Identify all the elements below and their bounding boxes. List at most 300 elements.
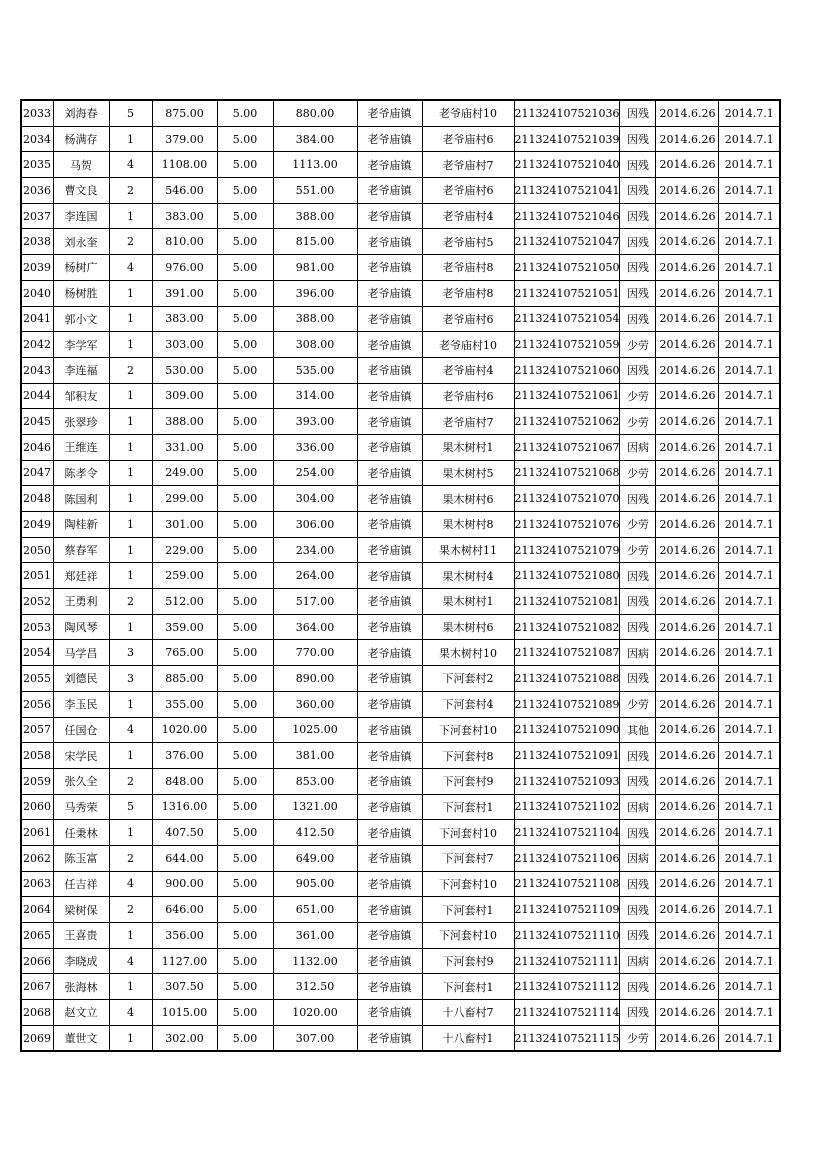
household-size-cell: 1 — [109, 563, 152, 589]
table-row — [21, 486, 780, 512]
village-cell: 下河套村10 — [422, 820, 514, 846]
reason-cell: 少劳 — [620, 691, 656, 717]
start-date-cell: 2014.7.1 — [719, 948, 780, 974]
village-cell: 下河套村10 — [422, 923, 514, 949]
id-number-cell: 211324107521090 — [514, 717, 620, 743]
household-size-cell: 1 — [109, 1025, 152, 1051]
town-cell: 老爷庙镇 — [357, 691, 422, 717]
household-size-cell: 1 — [109, 434, 152, 460]
approval-date-cell: 2014.6.26 — [656, 486, 719, 512]
start-date-cell: 2014.7.1 — [719, 332, 780, 358]
id-number-cell: 211324107521108 — [514, 871, 620, 897]
village-cell: 果木树村6 — [422, 486, 514, 512]
approval-date-cell: 2014.6.26 — [656, 100, 719, 126]
total-amount-cell: 651.00 — [273, 897, 357, 923]
table-row — [21, 974, 780, 1000]
increase-amount-cell: 5.00 — [217, 126, 273, 152]
village-cell: 老爷庙村6 — [422, 383, 514, 409]
name-cell: 张久全 — [53, 768, 109, 794]
approval-date-cell: 2014.6.26 — [656, 357, 719, 383]
base-amount-cell: 407.50 — [152, 820, 217, 846]
table-row — [21, 178, 780, 204]
reason-cell: 少劳 — [620, 332, 656, 358]
base-amount-cell: 383.00 — [152, 306, 217, 332]
row-number-cell: 2063 — [21, 871, 53, 897]
town-cell: 老爷庙镇 — [357, 640, 422, 666]
increase-amount-cell: 5.00 — [217, 897, 273, 923]
village-cell: 下河套村1 — [422, 897, 514, 923]
increase-amount-cell: 5.00 — [217, 691, 273, 717]
town-cell: 老爷庙镇 — [357, 589, 422, 615]
village-cell: 下河套村8 — [422, 743, 514, 769]
id-number-cell: 211324107521051 — [514, 280, 620, 306]
increase-amount-cell: 5.00 — [217, 512, 273, 538]
table-row — [21, 126, 780, 152]
row-number-cell: 2043 — [21, 357, 53, 383]
total-amount-cell: 306.00 — [273, 512, 357, 538]
id-number-cell: 211324107521067 — [514, 434, 620, 460]
approval-date-cell: 2014.6.26 — [656, 640, 719, 666]
start-date-cell: 2014.7.1 — [719, 203, 780, 229]
start-date-cell: 2014.7.1 — [719, 126, 780, 152]
name-cell: 刘海春 — [53, 100, 109, 126]
reason-cell: 因残 — [620, 614, 656, 640]
start-date-cell: 2014.7.1 — [719, 614, 780, 640]
household-size-cell: 4 — [109, 1000, 152, 1026]
approval-date-cell: 2014.6.26 — [656, 306, 719, 332]
start-date-cell: 2014.7.1 — [719, 845, 780, 871]
village-cell: 下河套村9 — [422, 948, 514, 974]
household-size-cell: 1 — [109, 512, 152, 538]
village-cell: 下河套村1 — [422, 974, 514, 1000]
town-cell: 老爷庙镇 — [357, 1000, 422, 1026]
village-cell: 果木树村8 — [422, 512, 514, 538]
row-number-cell: 2041 — [21, 306, 53, 332]
village-cell: 下河套村10 — [422, 717, 514, 743]
table-row — [21, 1025, 780, 1051]
approval-date-cell: 2014.6.26 — [656, 203, 719, 229]
reason-cell: 因病 — [620, 794, 656, 820]
total-amount-cell: 396.00 — [273, 280, 357, 306]
increase-amount-cell: 5.00 — [217, 100, 273, 126]
household-size-cell: 3 — [109, 666, 152, 692]
increase-amount-cell: 5.00 — [217, 871, 273, 897]
reason-cell: 因残 — [620, 974, 656, 1000]
town-cell: 老爷庙镇 — [357, 820, 422, 846]
id-number-cell: 211324107521068 — [514, 460, 620, 486]
table-row — [21, 203, 780, 229]
approval-date-cell: 2014.6.26 — [656, 691, 719, 717]
start-date-cell: 2014.7.1 — [719, 229, 780, 255]
increase-amount-cell: 5.00 — [217, 152, 273, 178]
row-number-cell: 2033 — [21, 100, 53, 126]
table-row — [21, 743, 780, 769]
increase-amount-cell: 5.00 — [217, 743, 273, 769]
approval-date-cell: 2014.6.26 — [656, 820, 719, 846]
row-number-cell: 2068 — [21, 1000, 53, 1026]
household-size-cell: 4 — [109, 152, 152, 178]
household-size-cell: 2 — [109, 845, 152, 871]
approval-date-cell: 2014.6.26 — [656, 255, 719, 281]
start-date-cell: 2014.7.1 — [719, 666, 780, 692]
reason-cell: 因残 — [620, 666, 656, 692]
row-number-cell: 2058 — [21, 743, 53, 769]
increase-amount-cell: 5.00 — [217, 460, 273, 486]
table-row — [21, 229, 780, 255]
start-date-cell: 2014.7.1 — [719, 100, 780, 126]
town-cell: 老爷庙镇 — [357, 614, 422, 640]
row-number-cell: 2035 — [21, 152, 53, 178]
row-number-cell: 2065 — [21, 923, 53, 949]
row-number-cell: 2050 — [21, 537, 53, 563]
base-amount-cell: 1015.00 — [152, 1000, 217, 1026]
base-amount-cell: 379.00 — [152, 126, 217, 152]
village-cell: 老爷庙村6 — [422, 306, 514, 332]
base-amount-cell: 644.00 — [152, 845, 217, 871]
village-cell: 老爷庙村6 — [422, 178, 514, 204]
household-size-cell: 4 — [109, 255, 152, 281]
total-amount-cell: 336.00 — [273, 434, 357, 460]
table-row — [21, 794, 780, 820]
increase-amount-cell: 5.00 — [217, 974, 273, 1000]
village-cell: 下河套村2 — [422, 666, 514, 692]
household-size-cell: 2 — [109, 589, 152, 615]
reason-cell: 因病 — [620, 640, 656, 666]
id-number-cell: 211324107521040 — [514, 152, 620, 178]
total-amount-cell: 551.00 — [273, 178, 357, 204]
base-amount-cell: 355.00 — [152, 691, 217, 717]
approval-date-cell: 2014.6.26 — [656, 126, 719, 152]
total-amount-cell: 905.00 — [273, 871, 357, 897]
total-amount-cell: 308.00 — [273, 332, 357, 358]
reason-cell: 因残 — [620, 897, 656, 923]
name-cell: 杨树胜 — [53, 280, 109, 306]
table-row — [21, 845, 780, 871]
increase-amount-cell: 5.00 — [217, 255, 273, 281]
start-date-cell: 2014.7.1 — [719, 1025, 780, 1051]
id-number-cell: 211324107521088 — [514, 666, 620, 692]
total-amount-cell: 384.00 — [273, 126, 357, 152]
reason-cell: 因残 — [620, 768, 656, 794]
id-number-cell: 211324107521081 — [514, 589, 620, 615]
town-cell: 老爷庙镇 — [357, 768, 422, 794]
start-date-cell: 2014.7.1 — [719, 306, 780, 332]
town-cell: 老爷庙镇 — [357, 486, 422, 512]
id-number-cell: 211324107521070 — [514, 486, 620, 512]
total-amount-cell: 649.00 — [273, 845, 357, 871]
approval-date-cell: 2014.6.26 — [656, 434, 719, 460]
base-amount-cell: 229.00 — [152, 537, 217, 563]
row-number-cell: 2056 — [21, 691, 53, 717]
row-number-cell: 2038 — [21, 229, 53, 255]
table-row — [21, 152, 780, 178]
base-amount-cell: 1316.00 — [152, 794, 217, 820]
approval-date-cell: 2014.6.26 — [656, 614, 719, 640]
approval-date-cell: 2014.6.26 — [656, 794, 719, 820]
row-number-cell: 2052 — [21, 589, 53, 615]
approval-date-cell: 2014.6.26 — [656, 923, 719, 949]
approval-date-cell: 2014.6.26 — [656, 1025, 719, 1051]
increase-amount-cell: 5.00 — [217, 589, 273, 615]
table-row — [21, 280, 780, 306]
start-date-cell: 2014.7.1 — [719, 357, 780, 383]
reason-cell: 少劳 — [620, 409, 656, 435]
name-cell: 杨树广 — [53, 255, 109, 281]
name-cell: 刘德民 — [53, 666, 109, 692]
name-cell: 蔡春军 — [53, 537, 109, 563]
village-cell: 老爷庙村6 — [422, 126, 514, 152]
total-amount-cell: 393.00 — [273, 409, 357, 435]
row-number-cell: 2064 — [21, 897, 53, 923]
household-size-cell: 1 — [109, 820, 152, 846]
increase-amount-cell: 5.00 — [217, 820, 273, 846]
id-number-cell: 211324107521111 — [514, 948, 620, 974]
name-cell: 王喜贵 — [53, 923, 109, 949]
approval-date-cell: 2014.6.26 — [656, 178, 719, 204]
household-size-cell: 1 — [109, 332, 152, 358]
id-number-cell: 211324107521054 — [514, 306, 620, 332]
reason-cell: 因病 — [620, 845, 656, 871]
household-size-cell: 1 — [109, 126, 152, 152]
total-amount-cell: 314.00 — [273, 383, 357, 409]
row-number-cell: 2049 — [21, 512, 53, 538]
table-row — [21, 820, 780, 846]
village-cell: 果木树村4 — [422, 563, 514, 589]
reason-cell: 因残 — [620, 126, 656, 152]
village-cell: 果木树村10 — [422, 640, 514, 666]
town-cell: 老爷庙镇 — [357, 409, 422, 435]
name-cell: 马学昌 — [53, 640, 109, 666]
row-number-cell: 2040 — [21, 280, 53, 306]
table-row — [21, 666, 780, 692]
town-cell: 老爷庙镇 — [357, 974, 422, 1000]
name-cell: 赵文立 — [53, 1000, 109, 1026]
base-amount-cell: 376.00 — [152, 743, 217, 769]
total-amount-cell: 981.00 — [273, 255, 357, 281]
base-amount-cell: 331.00 — [152, 434, 217, 460]
increase-amount-cell: 5.00 — [217, 1025, 273, 1051]
row-number-cell: 2067 — [21, 974, 53, 1000]
id-number-cell: 211324107521079 — [514, 537, 620, 563]
increase-amount-cell: 5.00 — [217, 229, 273, 255]
reason-cell: 因残 — [620, 743, 656, 769]
start-date-cell: 2014.7.1 — [719, 974, 780, 1000]
reason-cell: 因残 — [620, 229, 656, 255]
row-number-cell: 2046 — [21, 434, 53, 460]
id-number-cell: 211324107521110 — [514, 923, 620, 949]
name-cell: 李连国 — [53, 203, 109, 229]
name-cell: 郭小文 — [53, 306, 109, 332]
total-amount-cell: 535.00 — [273, 357, 357, 383]
name-cell: 马贺 — [53, 152, 109, 178]
town-cell: 老爷庙镇 — [357, 871, 422, 897]
start-date-cell: 2014.7.1 — [719, 820, 780, 846]
reason-cell: 因病 — [620, 434, 656, 460]
table-row — [21, 512, 780, 538]
town-cell: 老爷庙镇 — [357, 357, 422, 383]
base-amount-cell: 383.00 — [152, 203, 217, 229]
name-cell: 陈孝令 — [53, 460, 109, 486]
table-row — [21, 717, 780, 743]
village-cell: 老爷庙村10 — [422, 332, 514, 358]
start-date-cell: 2014.7.1 — [719, 280, 780, 306]
total-amount-cell: 412.50 — [273, 820, 357, 846]
household-size-cell: 1 — [109, 537, 152, 563]
total-amount-cell: 388.00 — [273, 203, 357, 229]
approval-date-cell: 2014.6.26 — [656, 383, 719, 409]
id-number-cell: 211324107521076 — [514, 512, 620, 538]
reason-cell: 因残 — [620, 589, 656, 615]
increase-amount-cell: 5.00 — [217, 640, 273, 666]
reason-cell: 因残 — [620, 306, 656, 332]
household-size-cell: 4 — [109, 717, 152, 743]
increase-amount-cell: 5.00 — [217, 280, 273, 306]
id-number-cell: 211324107521041 — [514, 178, 620, 204]
village-cell: 老爷庙村4 — [422, 357, 514, 383]
base-amount-cell: 302.00 — [152, 1025, 217, 1051]
base-amount-cell: 359.00 — [152, 614, 217, 640]
household-size-cell: 1 — [109, 460, 152, 486]
id-number-cell: 211324107521114 — [514, 1000, 620, 1026]
approval-date-cell: 2014.6.26 — [656, 845, 719, 871]
start-date-cell: 2014.7.1 — [719, 512, 780, 538]
base-amount-cell: 875.00 — [152, 100, 217, 126]
table-row — [21, 897, 780, 923]
household-size-cell: 5 — [109, 100, 152, 126]
town-cell: 老爷庙镇 — [357, 203, 422, 229]
increase-amount-cell: 5.00 — [217, 486, 273, 512]
reason-cell: 因残 — [620, 820, 656, 846]
town-cell: 老爷庙镇 — [357, 743, 422, 769]
reason-cell: 少劳 — [620, 512, 656, 538]
reason-cell: 其他 — [620, 717, 656, 743]
town-cell: 老爷庙镇 — [357, 563, 422, 589]
reason-cell: 因残 — [620, 357, 656, 383]
table-row — [21, 1000, 780, 1026]
table-row — [21, 537, 780, 563]
household-size-cell: 1 — [109, 974, 152, 1000]
town-cell: 老爷庙镇 — [357, 845, 422, 871]
row-number-cell: 2055 — [21, 666, 53, 692]
row-number-cell: 2066 — [21, 948, 53, 974]
town-cell: 老爷庙镇 — [357, 383, 422, 409]
table-row — [21, 923, 780, 949]
town-cell: 老爷庙镇 — [357, 460, 422, 486]
town-cell: 老爷庙镇 — [357, 512, 422, 538]
household-size-cell: 1 — [109, 614, 152, 640]
name-cell: 张海林 — [53, 974, 109, 1000]
start-date-cell: 2014.7.1 — [719, 768, 780, 794]
total-amount-cell: 1321.00 — [273, 794, 357, 820]
total-amount-cell: 364.00 — [273, 614, 357, 640]
start-date-cell: 2014.7.1 — [719, 383, 780, 409]
base-amount-cell: 765.00 — [152, 640, 217, 666]
name-cell: 马秀荣 — [53, 794, 109, 820]
reason-cell: 因残 — [620, 871, 656, 897]
base-amount-cell: 388.00 — [152, 409, 217, 435]
increase-amount-cell: 5.00 — [217, 563, 273, 589]
village-cell: 果木树村6 — [422, 614, 514, 640]
approval-date-cell: 2014.6.26 — [656, 589, 719, 615]
village-cell: 果木树村5 — [422, 460, 514, 486]
village-cell: 下河套村9 — [422, 768, 514, 794]
start-date-cell: 2014.7.1 — [719, 152, 780, 178]
approval-date-cell: 2014.6.26 — [656, 229, 719, 255]
town-cell: 老爷庙镇 — [357, 332, 422, 358]
reason-cell: 因病 — [620, 948, 656, 974]
household-size-cell: 3 — [109, 640, 152, 666]
row-number-cell: 2047 — [21, 460, 53, 486]
village-cell: 十八畜村1 — [422, 1025, 514, 1051]
household-size-cell: 1 — [109, 306, 152, 332]
reason-cell: 因残 — [620, 486, 656, 512]
start-date-cell: 2014.7.1 — [719, 743, 780, 769]
increase-amount-cell: 5.00 — [217, 948, 273, 974]
reason-cell: 因残 — [620, 100, 656, 126]
approval-date-cell: 2014.6.26 — [656, 743, 719, 769]
name-cell: 李连福 — [53, 357, 109, 383]
base-amount-cell: 307.50 — [152, 974, 217, 1000]
base-amount-cell: 1020.00 — [152, 717, 217, 743]
base-amount-cell: 356.00 — [152, 923, 217, 949]
base-amount-cell: 900.00 — [152, 871, 217, 897]
start-date-cell: 2014.7.1 — [719, 717, 780, 743]
total-amount-cell: 880.00 — [273, 100, 357, 126]
row-number-cell: 2036 — [21, 178, 53, 204]
id-number-cell: 211324107521046 — [514, 203, 620, 229]
household-size-cell: 1 — [109, 691, 152, 717]
id-number-cell: 211324107521061 — [514, 383, 620, 409]
start-date-cell: 2014.7.1 — [719, 486, 780, 512]
start-date-cell: 2014.7.1 — [719, 640, 780, 666]
name-cell: 王维连 — [53, 434, 109, 460]
approval-date-cell: 2014.6.26 — [656, 974, 719, 1000]
base-amount-cell: 546.00 — [152, 178, 217, 204]
total-amount-cell: 264.00 — [273, 563, 357, 589]
reason-cell: 因残 — [620, 255, 656, 281]
name-cell: 李晓成 — [53, 948, 109, 974]
town-cell: 老爷庙镇 — [357, 306, 422, 332]
start-date-cell: 2014.7.1 — [719, 409, 780, 435]
id-number-cell: 211324107521080 — [514, 563, 620, 589]
total-amount-cell: 770.00 — [273, 640, 357, 666]
name-cell: 刘永奎 — [53, 229, 109, 255]
base-amount-cell: 646.00 — [152, 897, 217, 923]
table-row — [21, 640, 780, 666]
reason-cell: 少劳 — [620, 1025, 656, 1051]
village-cell: 老爷庙村8 — [422, 255, 514, 281]
village-cell: 老爷庙村4 — [422, 203, 514, 229]
base-amount-cell: 301.00 — [152, 512, 217, 538]
table-row — [21, 614, 780, 640]
town-cell: 老爷庙镇 — [357, 100, 422, 126]
total-amount-cell: 360.00 — [273, 691, 357, 717]
row-number-cell: 2069 — [21, 1025, 53, 1051]
total-amount-cell: 304.00 — [273, 486, 357, 512]
id-number-cell: 211324107521039 — [514, 126, 620, 152]
table-row — [21, 357, 780, 383]
total-amount-cell: 381.00 — [273, 743, 357, 769]
name-cell: 李学军 — [53, 332, 109, 358]
table-row — [21, 768, 780, 794]
id-number-cell: 211324107521062 — [514, 409, 620, 435]
town-cell: 老爷庙镇 — [357, 717, 422, 743]
name-cell: 任吉祥 — [53, 871, 109, 897]
table-row — [21, 434, 780, 460]
start-date-cell: 2014.7.1 — [719, 589, 780, 615]
name-cell: 王勇利 — [53, 589, 109, 615]
base-amount-cell: 810.00 — [152, 229, 217, 255]
